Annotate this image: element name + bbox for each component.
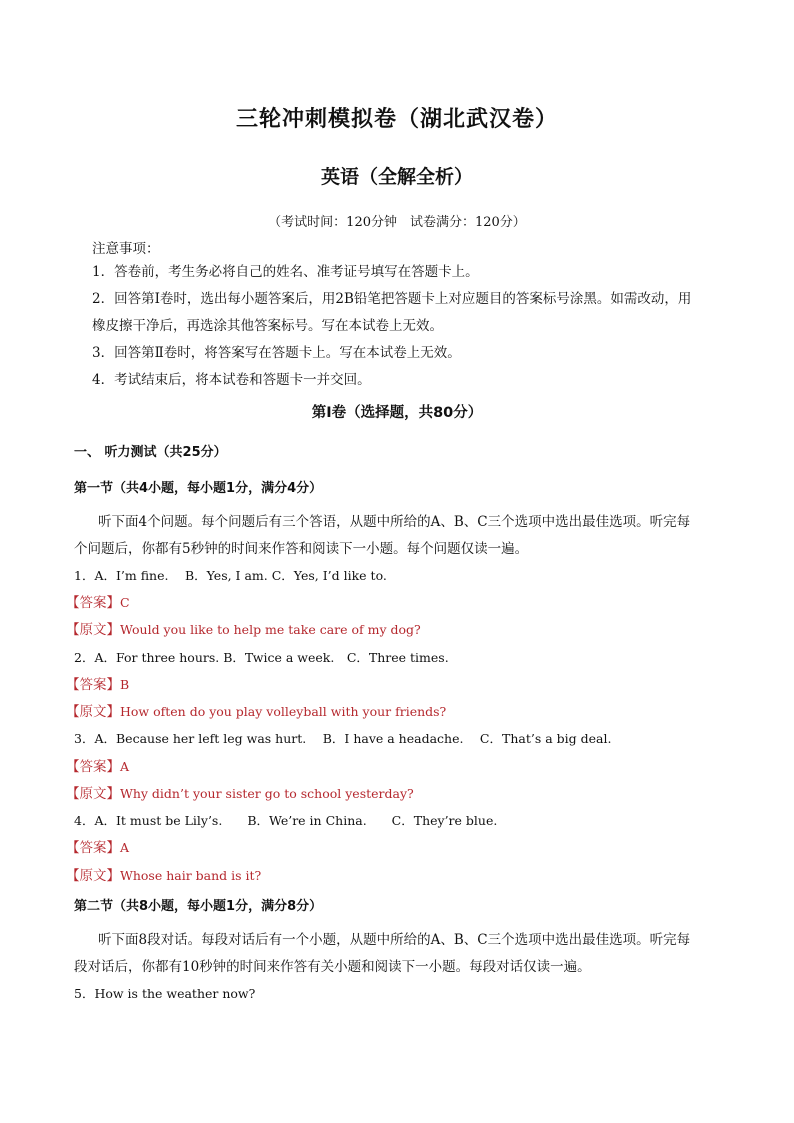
notes-heading: 注意事项： [92, 241, 160, 257]
section2-instruction: 听下面8段对话。每段对话后有一个小题，从题中所给的A、B、C三个选项中选出最佳选项。听完每 [98, 932, 691, 948]
answer-value: C [120, 595, 130, 610]
note-item: 1．答卷前，考生务必将自己的姓名、准考证号填写在答题卡上。 [92, 264, 479, 280]
script-row [66, 621, 421, 639]
script-row [66, 703, 446, 721]
answer-row [66, 758, 129, 776]
script-text: Why didn’t your sister go to school yesterday? [120, 786, 414, 801]
script-text: Whose hair band is it? [120, 868, 262, 883]
script-tag: 【原文】 [66, 786, 120, 802]
section1-instruction: 个问题后，你都有5秒钟的时间来作答和阅读下一小题。每个问题仅读一遍。 [74, 541, 529, 557]
question-options: 2．A．For three hours. B．Twice a week. C．Three times. [74, 650, 449, 665]
exam-info: （考试时间：120分钟 试卷满分：120分） [268, 215, 526, 230]
answer-tag: 【答案】 [66, 677, 120, 693]
answer-row [66, 839, 129, 857]
section2-heading: 第二节（共8小题，每小题1分，满分8分） [74, 899, 323, 914]
answer-value: A [120, 840, 130, 855]
answer-value: A [120, 759, 130, 774]
answer-row [66, 594, 130, 612]
question-options: 3．A．Because her left leg was hurt. B．I have a headache. C．That’s a big deal. [74, 731, 612, 746]
question-options: 4．A．It must be Lily’s. B．We’re in China. C．They’re blue. [74, 813, 498, 828]
note-item: 橡皮擦干净后，再选涂其他答案标号。写在本试卷上无效。 [92, 318, 443, 334]
note-item: 3．回答第Ⅱ卷时，将答案写在答题卡上。写在本试卷上无效。 [92, 345, 461, 361]
answer-tag: 【答案】 [66, 595, 120, 611]
page-subtitle: 英语（全解全析） [320, 166, 473, 188]
answer-tag: 【答案】 [66, 759, 120, 775]
note-item: 2．回答第Ⅰ卷时，选出每小题答案后，用2B铅笔把答题卡上对应题目的答案标号涂黑。如需改动，用 [92, 291, 692, 307]
script-tag: 【原文】 [66, 704, 120, 720]
volume-heading: 第Ⅰ卷（选择题，共80分） [311, 405, 483, 421]
answer-value: B [120, 677, 130, 692]
section2-instruction: 段对话后，你都有10秒钟的时间来作答有关小题和阅读下一小题。每段对话仅读一遍。 [74, 959, 591, 975]
script-tag: 【原文】 [66, 622, 120, 638]
script-text: Would you like to help me take care of my dog? [120, 622, 421, 637]
part1-heading: 一、 听力测试（共25分） [74, 445, 227, 460]
section1-instruction: 听下面4个问题。每个问题后有三个答语，从题中所给的A、B、C三个选项中选出最佳选项。听完每 [98, 514, 691, 530]
page-title: 三轮冲刺模拟卷（湖北武汉卷） [235, 107, 558, 132]
answer-tag: 【答案】 [66, 840, 120, 856]
question-options: 1．A．I’m fine. B．Yes, I am. C．Yes, I’d like to. [74, 568, 387, 583]
script-row [66, 867, 261, 885]
script-tag: 【原文】 [66, 868, 120, 884]
script-row [66, 785, 414, 803]
section1-heading: 第一节（共4小题，每小题1分，满分4分） [74, 481, 323, 496]
answer-row [66, 676, 129, 694]
note-item: 4．考试结束后，将本试卷和答题卡一并交回。 [92, 372, 371, 388]
question-text: 5．How is the weather now? [74, 986, 256, 1001]
script-text: How often do you play volleyball with your friends? [120, 704, 447, 719]
